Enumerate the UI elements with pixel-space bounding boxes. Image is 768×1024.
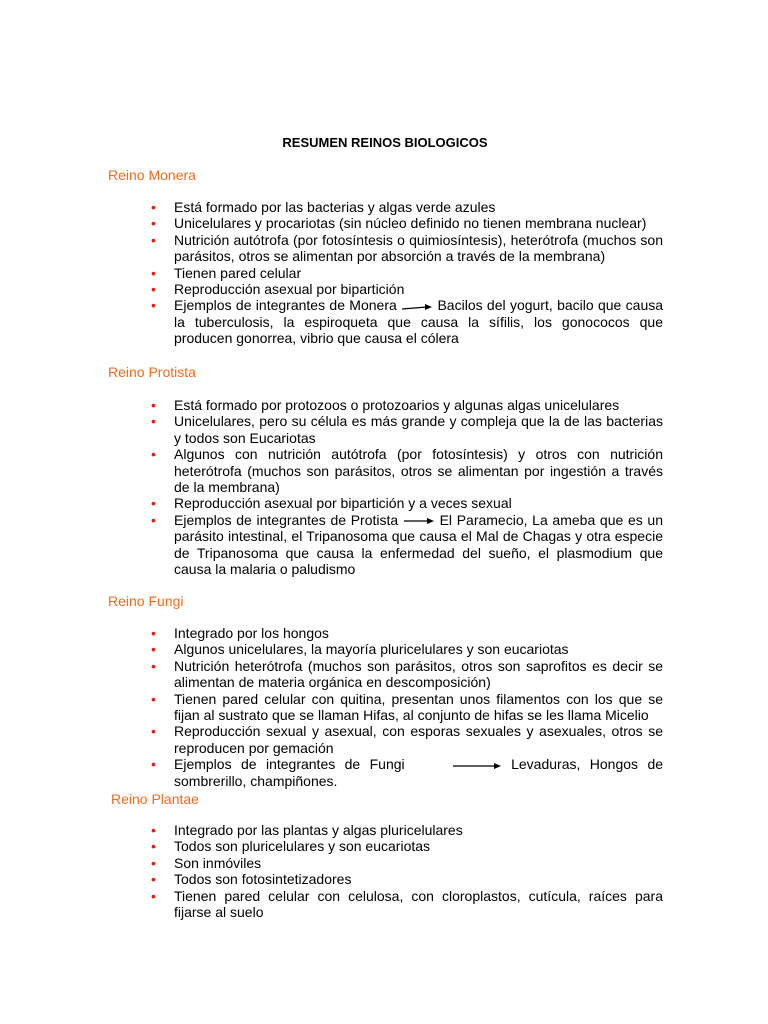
list-item: • Todos son pluricelulares y son eucariotas [151,838,431,855]
list-item: • Ejemplos de integrantes de Monera Bacilos del yogurt, bacilo que causa la tuberculosis, la espiroqueta que causa la sífilis, los gonococos que producen gonorrea, vibrio que causa el cólera [151,297,664,347]
bullet-icon: • [151,281,156,298]
list-item: • Reproducción asexual por bipartición [151,281,405,298]
list-item: • Está formado por protozoos o protozoarios y algunas algas unicelulares [151,397,620,413]
list-monera [151,199,663,347]
bullet-icon: • [151,215,156,232]
bullet-icon: • [151,625,156,641]
list-item: • Algunos unicelulares, la mayoría pluricelulares y son eucariotas [151,641,569,658]
list-item: • Unicelulares y procariotas (sin núcleo definido no tienen membrana nuclear) [151,215,647,232]
list-item: • Reproducción asexual por bipartición y a veces sexual [151,495,512,512]
bullet-icon: • [151,854,156,871]
list-item: • Nutrición autótrofa (por fotosíntesis o quimiosíntesis), heterótrofa (muchos son parásitos, otros se alimentan por absorción a través de la membrana) [151,231,663,265]
bullet-icon: • [151,413,156,430]
bullet-icon: • [151,511,156,528]
bullet-icon: • [151,199,156,215]
list-item: • Integrado por las plantas y algas pluricelulares [151,822,463,838]
bullet-icon: • [151,264,156,281]
arrow-right-icon [401,303,433,311]
list-item: • Todos son fotosintetizadores [151,871,352,888]
section-heading-protista: Reino Protista [108,364,196,380]
bullet-icon: • [151,641,156,658]
arrow-right-icon [452,762,502,770]
list-item: • Integrado por los hongos [151,625,329,641]
bullet-icon: • [151,657,156,674]
list-item: • Tienen pared celular [151,264,302,281]
list-item: • Está formado por las bacterias y algas verde azules [151,199,496,215]
list-item: • Ejemplos de integrantes de Fungi Levaduras, Hongos de sombrerillo, champiñones. [151,756,664,789]
list-fungi [151,625,663,789]
section-heading-monera: Reino Monera [108,167,196,183]
bullet-icon: • [151,723,156,740]
list-item: • Unicelulares, pero su célula es más grande y compleja que la de las bacterias y todos son Eucariotas [151,413,663,446]
bullet-icon: • [151,397,156,413]
bullet-icon: • [151,690,156,707]
bullet-icon: • [151,495,156,512]
bullet-icon: • [151,822,156,838]
bullet-icon: • [151,871,156,888]
page-title: RESUMEN REINOS BIOLOGICOS [282,135,488,150]
bullet-icon: • [151,231,156,248]
bullet-icon: • [151,756,156,773]
list-item: • Tienen pared celular con quitina, presentan unos filamentos con los que se fijan al sustrato que se llaman Hifas, al conjunto de hifas se les llama Micelio [151,690,663,724]
section-heading-fungi: Reino Fungi [108,593,184,609]
list-item: • Algunos con nutrición autótrofa (por fotosíntesis) y otros con nutrición heterótrofa (muchos son parásitos, otros se alimentan por ingestión a través de la membrana) [151,446,663,496]
arrow-right-icon [403,517,435,525]
list-item: • Ejemplos de integrantes de Protista El Paramecio, La ameba que es un parásito intestinal, el Tripanosoma que causa el Mal de Chagas y otra especie de Tripanosoma que causa la enfermedad del sueño, el plasmodium que causa la malaria o paludismo [151,511,664,578]
list-item: • Nutrición heterótrofa (muchos son parásitos, otros son saprofitos es decir se alimentan de materia orgánica en descomposición) [151,657,663,691]
bullet-icon: • [151,297,156,314]
bullet-icon: • [151,446,156,463]
list-item: • Reproducción sexual y asexual, con esporas sexuales y asexuales, otros se reproducen por gemación [151,723,663,756]
list-plantae [151,822,663,920]
section-heading-plantae: Reino Plantae [111,791,199,807]
list-item: • Son inmóviles [151,854,262,871]
list-item: • Tienen pared celular con celulosa, con cloroplastos, cutícula, raíces para fijarse al suelo [151,887,663,921]
list-protista [151,397,663,577]
bullet-icon: • [151,838,156,855]
bullet-icon: • [151,887,156,904]
